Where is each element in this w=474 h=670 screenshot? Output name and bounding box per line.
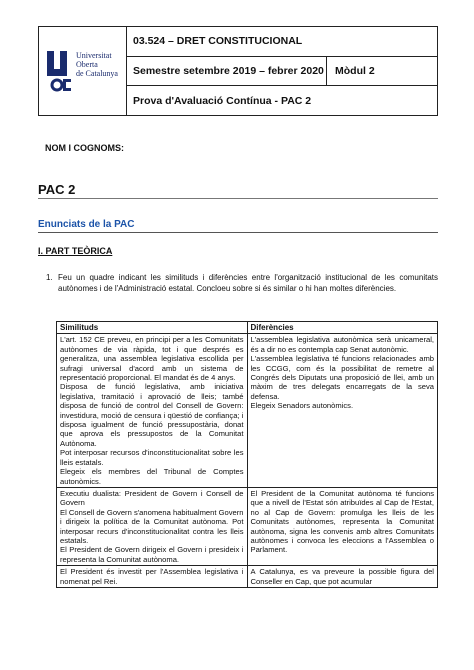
similarities-cell: El President és investit per l'Assemblea legislativa i nomenat pel Rei. (57, 566, 248, 588)
comparison-table (56, 321, 438, 588)
title-divider (38, 198, 438, 199)
semester-label: Semestre setembre 2019 – febrer 2020 (127, 57, 327, 86)
header-row-assessment (127, 86, 437, 115)
question-number: 1. (46, 273, 53, 282)
part-heading: I. PART TEÒRICA (38, 246, 113, 256)
section-subtitle: Enunciats de la PAC (38, 219, 135, 230)
table-row (57, 334, 438, 488)
header-details (127, 27, 437, 115)
name-field-label: NOM I COGNOMS: (45, 143, 124, 153)
column-header-differences: Diferències (247, 322, 438, 334)
differences-cell: A Catalunya, es va preveure la possible figura del Conseller en Cap, que pot acumular (247, 566, 438, 588)
similarities-cell: L'art. 152 CE preveu, en principi per a les Comunitats autònomes de via ràpida, tot i que després es generalitza, una assemblea legislativa escollida per sufragi universal d'acord amb un sistema de representació proporcional. El mandat és de 4 anys. Disposa de funció legislativa, amb iniciativa legislativa, tramitació i aprovació de lleis; també disposa de funció de control del Consell de Govern: investidura, moció de censura i qüestió de confiança; i disposa igualment de funció pressupostària, donat que aprova els pressupostos de la Comunitat Autònoma. Pot interposar recursos d'inconstitucionalitat sobre les lleis estatals. Elegeix els membres del Tribunal de Comptes autonòmics. (57, 334, 248, 488)
course-title: 03.524 – DRET CONSTITUCIONAL (133, 35, 303, 48)
header-row-course (127, 27, 437, 57)
module-label: Mòdul 2 (335, 65, 375, 77)
uoc-logo (39, 27, 127, 115)
question-text: Feu un quadre indicant les similituds i diferències entre l'organització institucional de les comunitats autònomes i de l'Administració estatal. Concloeu sobre si és similar o hi han moltes diferències. (58, 273, 438, 293)
differences-cell: El President de la Comunitat autònoma té funcions que a nivell de l'Estat són atribuïdes al Cap de l'Estat, no al Cap de Govern: promulga les lleis de les Comunitats autònomes, representa la Comunitat autònoma, signa les convenis amb altres Comunitats autònomes i convoca les eleccions a l'Assemblea o Parlament. (247, 487, 438, 565)
logo-wordmark: Universitat Oberta de Catalunya (76, 51, 118, 78)
assessment-title: Prova d'Avaluació Contínua - PAC 2 (133, 94, 312, 107)
differences-cell: L'assemblea legislativa autonòmica serà unicameral, és a dir no es contempla cap Senat autonòmic. L'assemblea legislativa té funcions relacionades amb les CCGG, com és la possibilitat de remetre al Congrés dels Diputats una proposició de llei, amb un màxim de tres delegats encarregats de la seva defensa. Elegeix Senadors autonòmics. (247, 334, 438, 488)
column-header-similarities: Similituds (57, 322, 248, 334)
similarities-cell: Executiu dualista: President de Govern i Consell de Govern El Consell de Govern s'anomena habitualment Govern i dirigeix la política de la Comunitat autònoma. Pot interposar recurs d'inconstitucionalitat contra les lleis estatals. El President de Govern dirigeix el Govern i presideix i representa la Comunitat autònoma. (57, 487, 248, 565)
header-box (38, 26, 438, 116)
table-row (57, 566, 438, 588)
subtitle-divider (38, 232, 438, 233)
header-row-semester (127, 57, 437, 87)
table-header-row (57, 322, 438, 334)
page-title: PAC 2 (38, 182, 76, 197)
uoc-logo-mark-icon (47, 47, 73, 93)
question-1 (46, 273, 438, 294)
table-row (57, 487, 438, 565)
